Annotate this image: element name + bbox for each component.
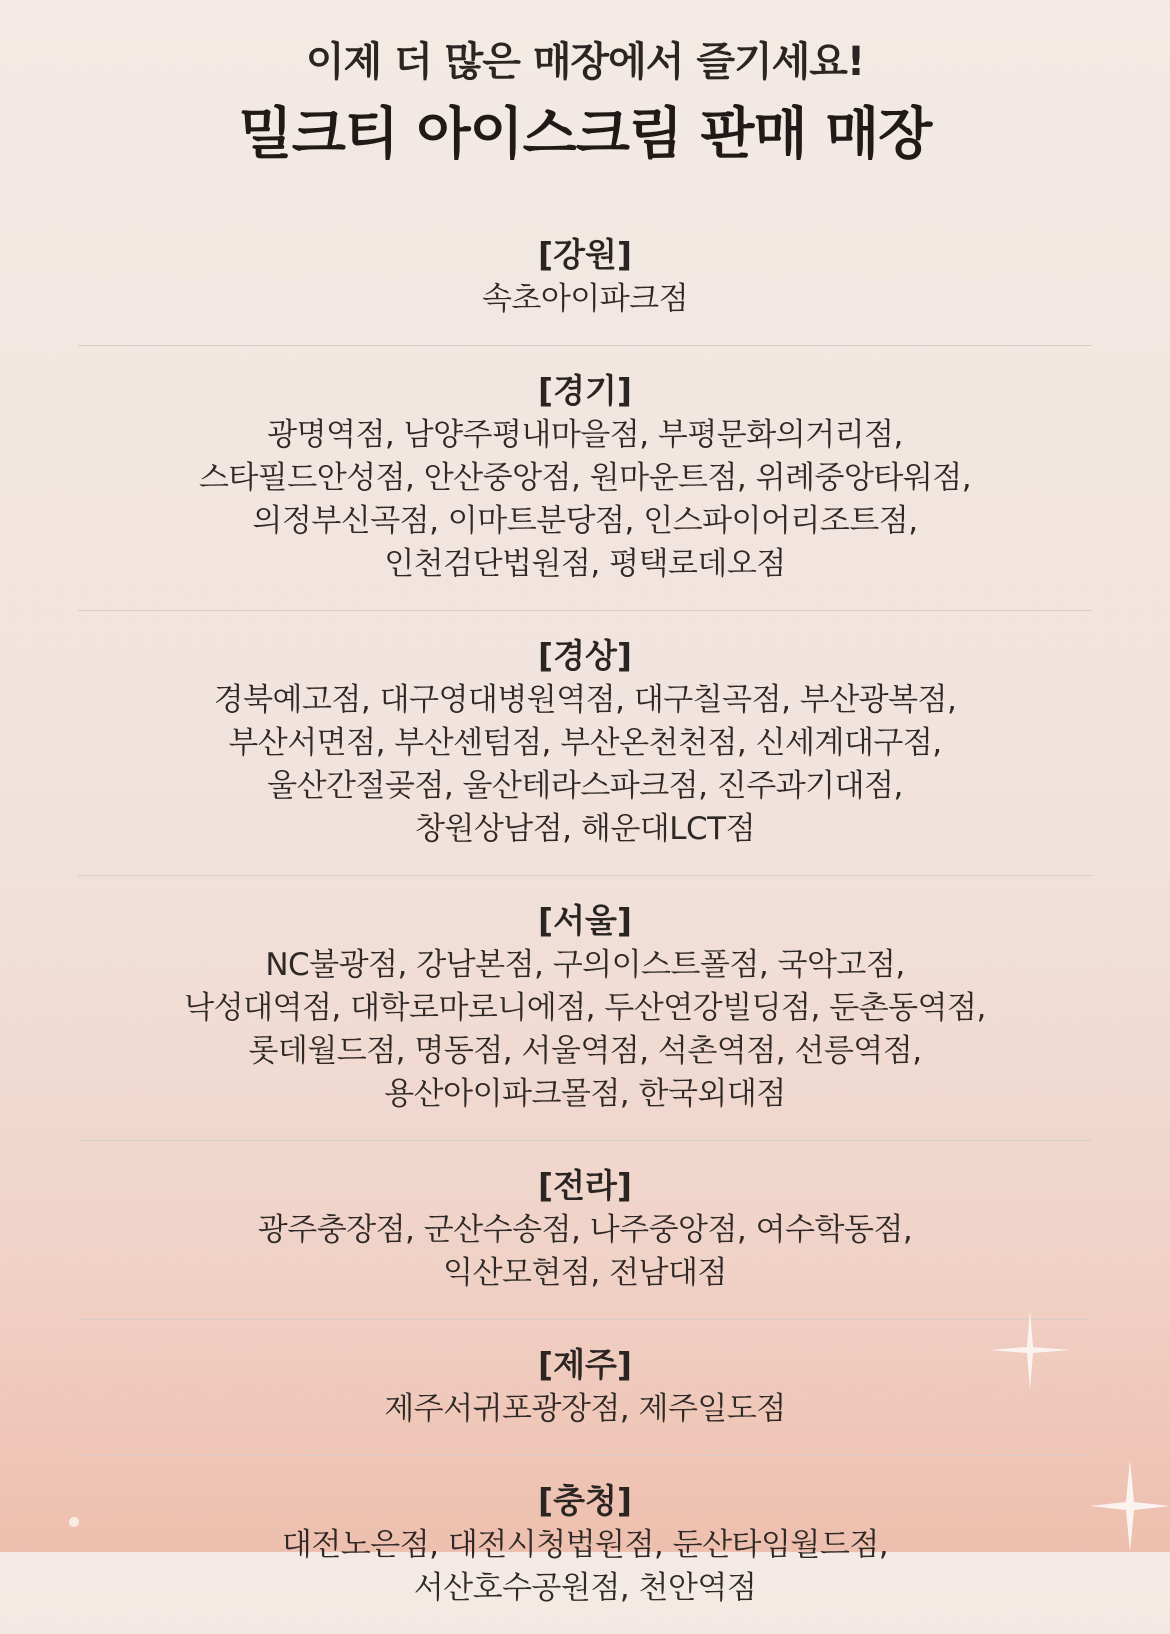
store-line: 대전노은점, 대전시청법원점, 둔산타임월드점, [281,1527,889,1563]
sparkle-icon [990,1310,1070,1390]
sparkle-icon [1090,1460,1170,1552]
store-line: 스타필드안성점, 안산중앙점, 원마운트점, 위례중앙타워점, [198,460,972,496]
region-store-list [135,1388,1035,1431]
store-line: 인천검단법원점, 평택로데오점 [384,546,786,582]
store-line: 경북예고점, 대구영대병원역점, 대구칠곡점, 부산광복점, [213,682,957,718]
store-line: 부산서면점, 부산센텀점, 부산온천천점, 신세계대구점, [228,725,942,761]
store-line: 창원상남점, 해운대LCT점 [414,811,756,847]
sparkle-icon [66,1514,82,1530]
region-name: [제주] [538,1345,632,1384]
store-line: 낙성대역점, 대학로마로니에점, 두산연강빌딩점, 둔촌동역점, [184,990,986,1026]
region-store-list [135,1524,1035,1610]
store-line: 광명역점, 남양주평내마을점, 부평문화의거리점, [267,417,903,453]
store-line: 서산호수공원점, 천안역점 [413,1570,757,1606]
region-name: [강원] [538,235,632,274]
store-line: 광주충장점, 군산수송점, 나주중앙점, 여수학동점, [257,1212,913,1248]
store-line: 익산모현점, 전남대점 [443,1255,727,1291]
page-title: 밀크티 아이스크림 판매 매장 [238,102,932,167]
region-store-list [135,679,1035,851]
region-gyeonggi [78,345,1092,610]
region-chungcheong [78,1455,1092,1634]
page-subtitle: 이제 더 많은 매장에서 즐기세요! [305,39,865,85]
store-line: 울산간절곶점, 울산테라스파크점, 진주과기대점, [267,768,903,804]
region-store-list [135,944,1035,1116]
region-name: [경기] [538,371,632,410]
region-gangwon [78,232,1092,345]
store-line: 용산아이파크몰점, 한국외대점 [384,1076,786,1112]
store-line: 제주서귀포광장점, 제주일도점 [384,1391,786,1427]
store-line: 속초아이파크점 [481,281,689,317]
region-seoul [78,875,1092,1140]
region-name: [전라] [538,1166,632,1205]
store-region-list [78,232,1092,1634]
region-name: [경상] [538,636,632,675]
store-line: NC불광점, 강남본점, 구의이스트폴점, 국악고점, [265,947,905,983]
region-name: [서울] [538,901,632,940]
region-store-list [135,1209,1035,1295]
region-store-list [135,414,1035,586]
region-store-list [135,278,1035,321]
store-line: 롯데월드점, 명동점, 서울역점, 석촌역점, 선릉역점, [248,1033,922,1069]
region-jeju [78,1319,1092,1455]
region-gyeongsang [78,610,1092,875]
region-name: [충청] [538,1481,632,1520]
store-line: 의정부신곡점, 이마트분당점, 인스파이어리조트점, [252,503,918,539]
region-jeolla [78,1140,1092,1319]
